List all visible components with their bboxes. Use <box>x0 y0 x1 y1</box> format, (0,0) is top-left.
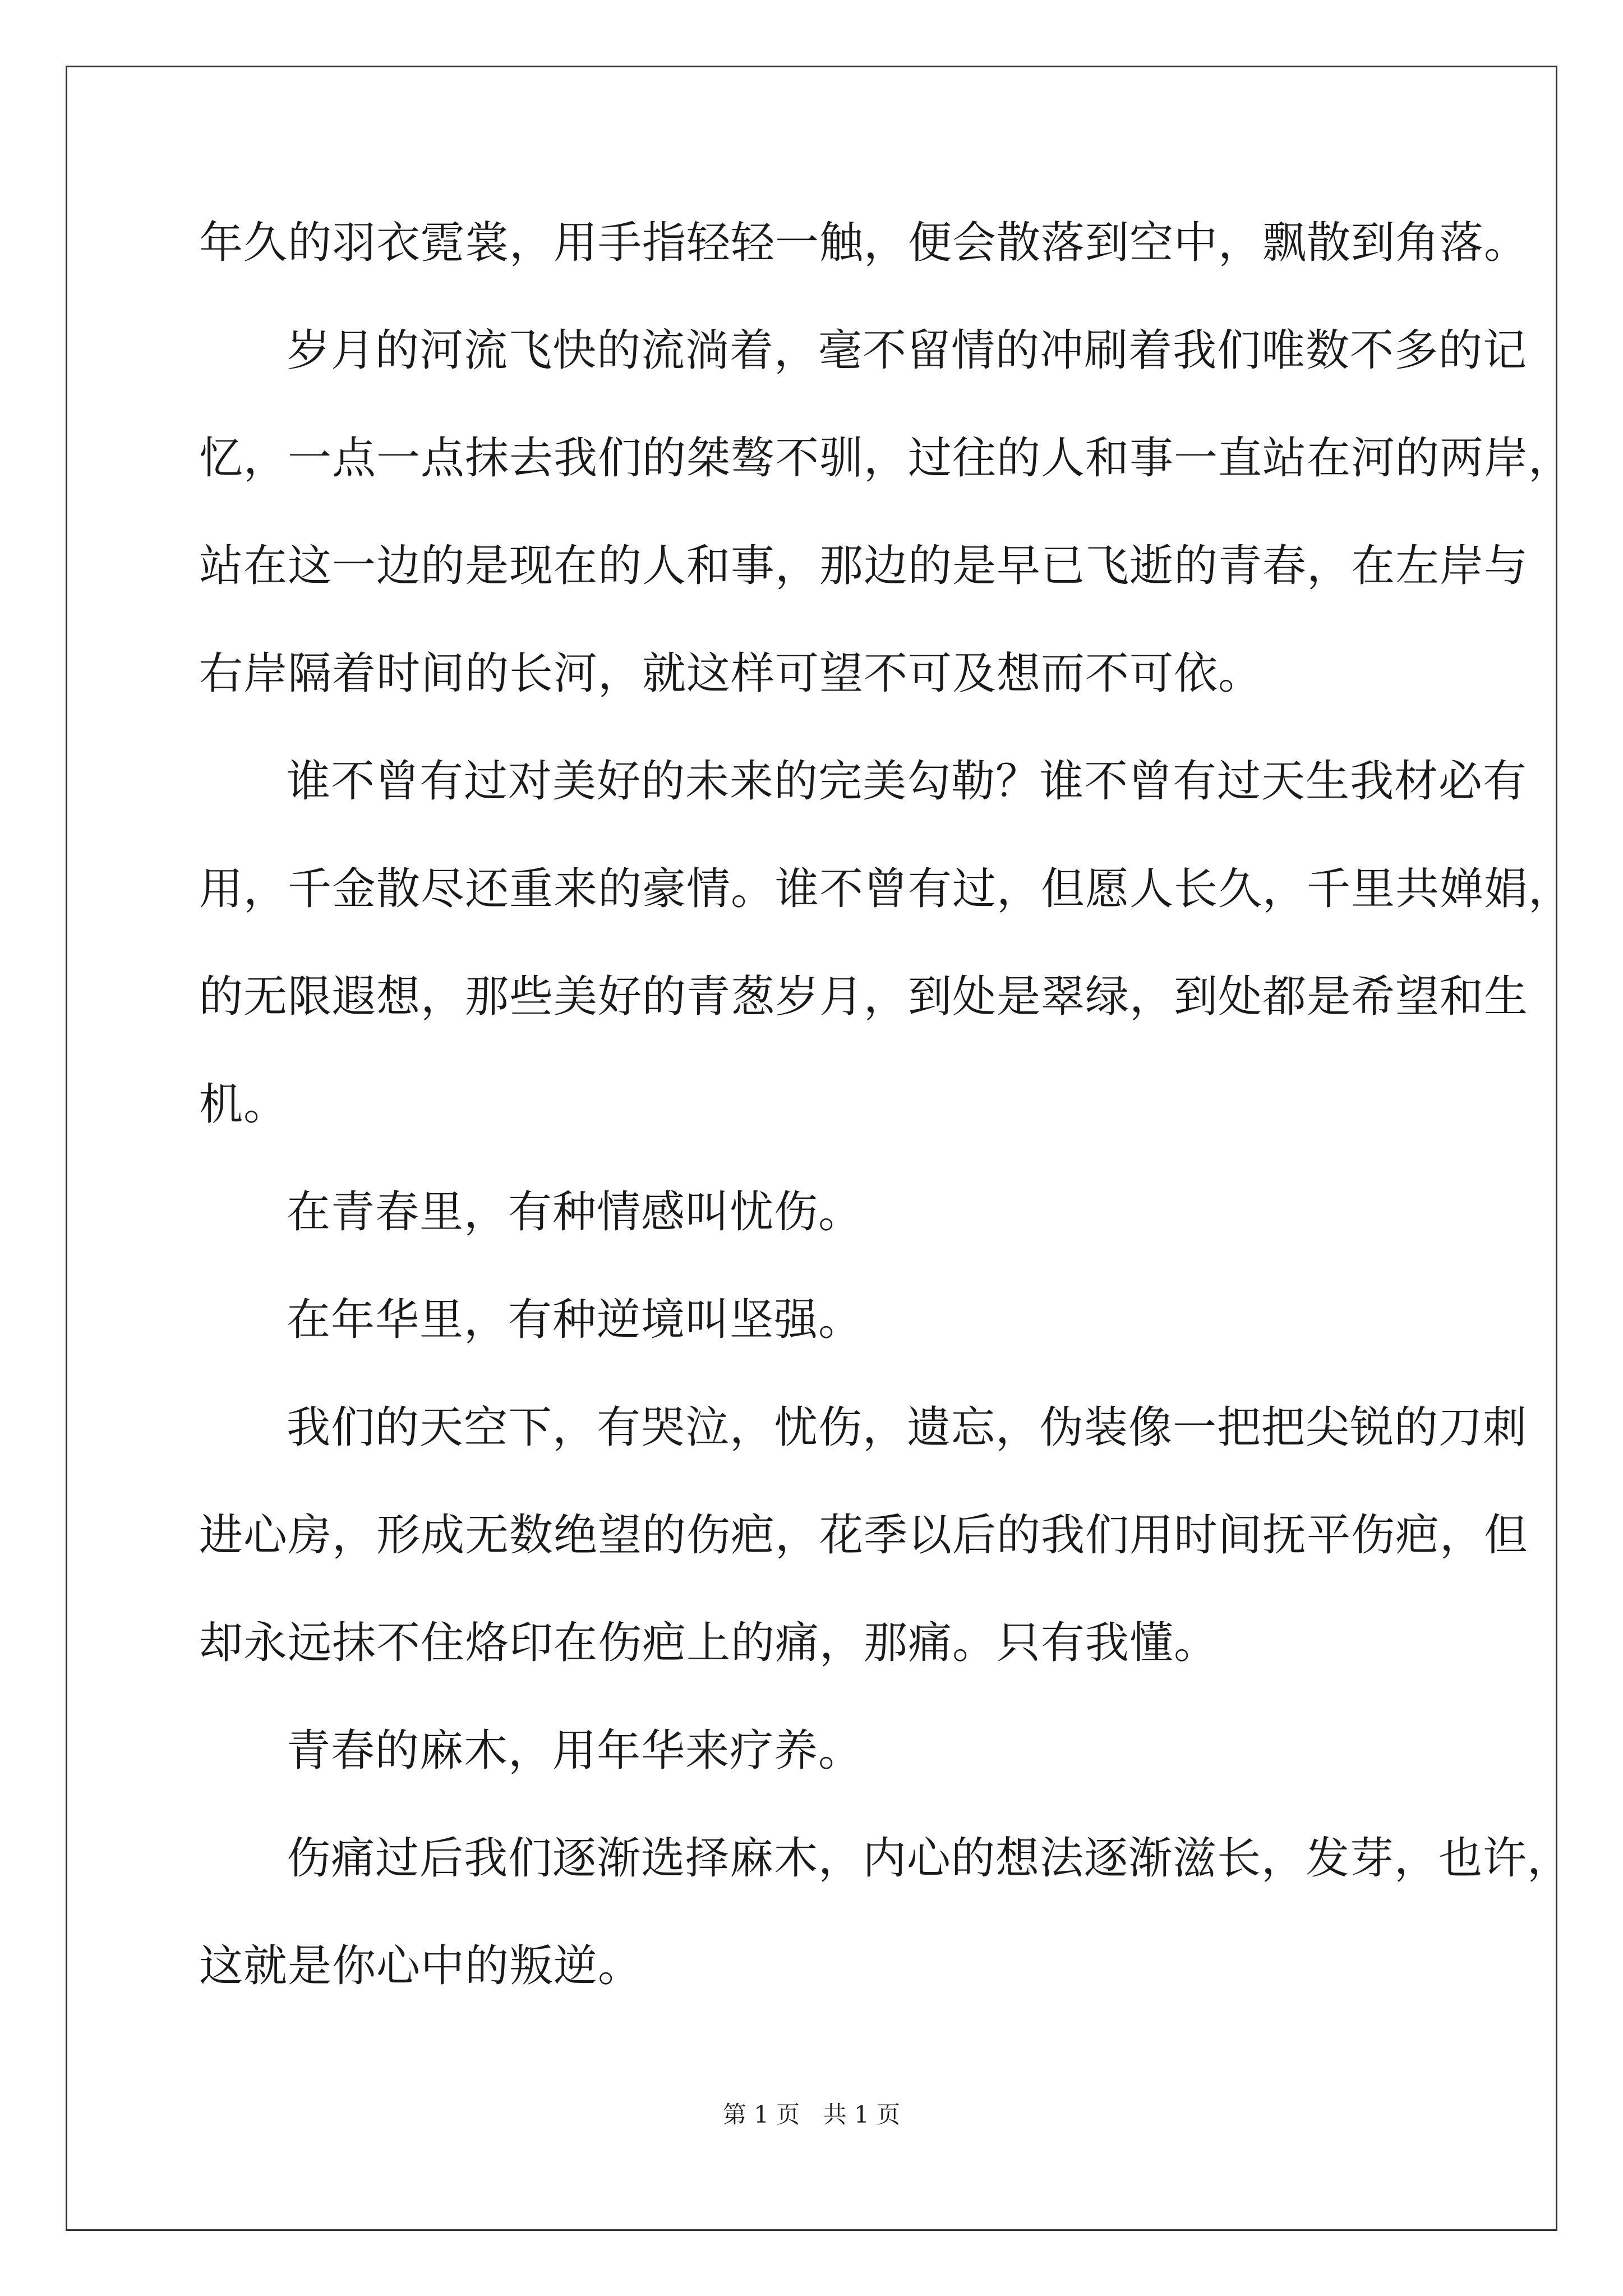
paragraph-line: 这就是你心中的叛逆。 <box>199 1941 643 1991</box>
paragraph-line: 我们的天空下，有哭泣，忧伤，遗忘，伪装像一把把尖锐的刀刺 <box>287 1402 1528 1453</box>
paragraph-line: 却永远抹不住烙印在伤疤上的痛，那痛。只有我懂。 <box>199 1618 1219 1668</box>
page-footer <box>0 2101 1623 2129</box>
paragraph-line: 右岸隔着时间的长河，就这样可望不可及想而不可依。 <box>199 648 1263 699</box>
paragraph-line: 进心房，形成无数绝望的伤疤，花季以后的我们用时间抚平伤疤，但 <box>199 1510 1529 1561</box>
page-border <box>66 66 1557 2231</box>
page-number: 第 1 页 <box>722 2101 800 2128</box>
paragraph-line: 谁不曾有过对美好的未来的完美勾勒？谁不曾有过天生我材必有 <box>287 756 1528 807</box>
paragraph-line: 的无限遐想，那些美好的青葱岁月，到处是翠绿，到处都是希望和生 <box>199 972 1529 1022</box>
paragraph-line: 忆，一点一点抹去我们的桀骜不驯，过往的人和事一直站在河的两岸， <box>199 433 1573 484</box>
page-total: 共 1 页 <box>823 2101 901 2128</box>
paragraph-line: 年久的羽衣霓裳，用手指轻轻一触，便会散落到空中，飘散到角落。 <box>199 218 1529 268</box>
paragraph-line: 青春的麻木，用年华来疗养。 <box>287 1726 863 1776</box>
paragraph-line: 伤痛过后我们逐渐选择麻木，内心的想法逐渐滋长，发芽，也许， <box>287 1833 1572 1884</box>
paragraph-line: 站在这一边的是现在的人和事，那边的是早已飞逝的青春，在左岸与 <box>199 541 1529 591</box>
paragraph-line: 机。 <box>199 1079 288 1130</box>
paragraph-line: 用，千金散尽还重来的豪情。谁不曾有过，但愿人长久，千里共婵娟， <box>199 864 1573 914</box>
paragraph-line: 在年华里，有种逆境叫坚强。 <box>287 1295 863 1345</box>
paragraph-line: 岁月的河流飞快的流淌着，毫不留情的冲刷着我们唯数不多的记 <box>287 325 1528 376</box>
paragraph-line: 在青春里，有种情感叫忧伤。 <box>287 1187 863 1237</box>
